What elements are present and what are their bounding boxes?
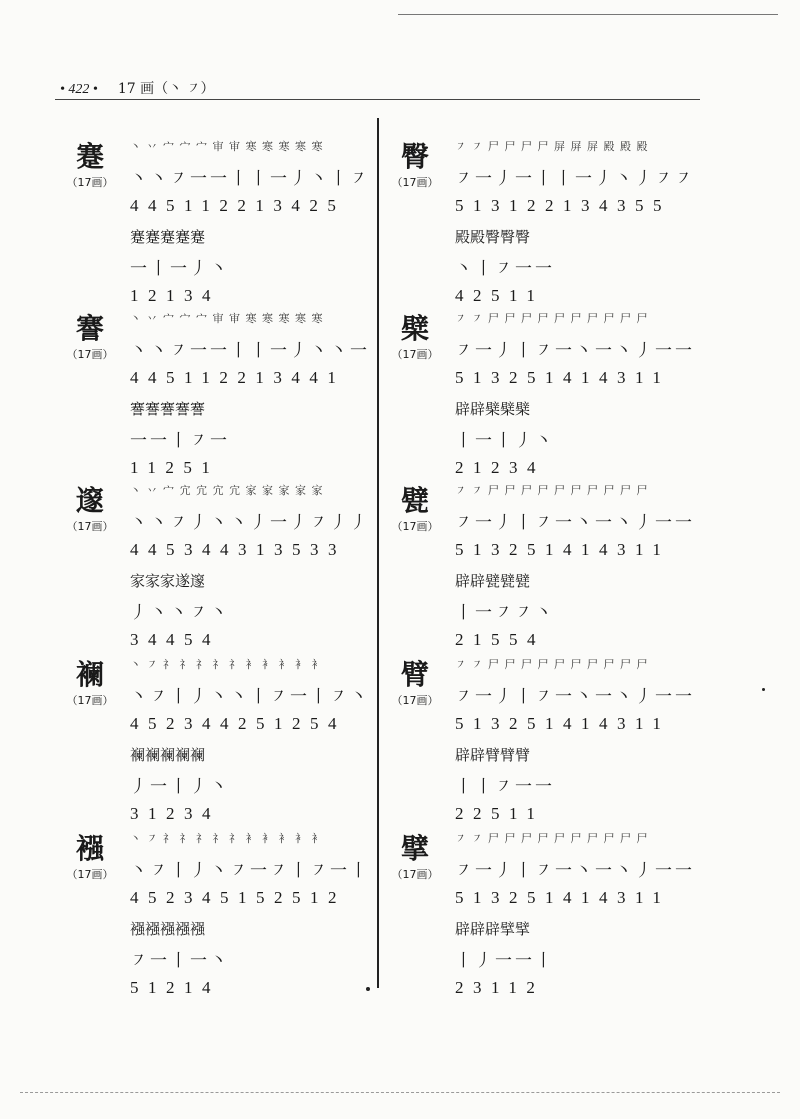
stroke-count-label: （17画） [391,694,439,707]
stroke-codes-continued: 51214 [130,978,220,997]
character-heading [60,140,120,190]
page-header [60,78,700,98]
top-rule [398,14,778,15]
character-heading [385,658,445,708]
stroke-shapes: 丶丶㇇一一丨丨一丿丶丶一 [130,341,370,361]
stroke-shapes: 丶㇇丨丿丶㇇一㇇丨㇇一丨 [130,861,370,881]
stroke-codes: 452344251254 [130,714,346,733]
stroke-sequence-steps: ㇇ ㇇ 尸 尸 尸 尸 尸 尸 尸 尸 尸 尸 [455,658,649,671]
margin-dot [762,688,765,691]
stroke-count-label: （17画） [391,868,439,881]
stroke-sequence-steps: 丶 丷 宀 宂 宂 宂 宂 家 家 家 家 家 [130,484,324,497]
stroke-codes-continued: 23112 [455,978,545,997]
stroke-shapes: ㇇一丿一丨丨一丿丶丿㇇㇇ [455,169,695,189]
stroke-shapes: ㇇一丿丨㇇一丶一丶丿一一 [455,861,695,881]
stroke-shapes-continued: 一一丨㇇一 [130,431,230,451]
stroke-shapes-continued: ㇇一丨一丶 [130,951,230,971]
stroke-codes-continued: 11251 [130,458,220,477]
stroke-sequence-steps-continued: 襁襁襁襁襁 [130,920,206,938]
stroke-sequence-steps: ㇇ ㇇ 尸 尸 尸 尸 尸 尸 尸 尸 尸 尸 [455,484,649,497]
stroke-codes-continued: 21234 [455,458,545,477]
stroke-sequence-steps-continued: 襕襕襕襕襕 [130,746,206,764]
stroke-count-label: （17画） [66,868,114,881]
character-heading [60,832,120,882]
character-heading [60,484,120,534]
character: 蹇 [75,140,104,173]
character: 臂 [400,658,429,691]
character: 甓 [400,484,429,517]
stroke-count-label: （17画） [66,176,114,189]
stroke-shapes: 丶丶㇇丿丶丶丿一丿㇇丿丿 [130,513,370,533]
stroke-count-label: （17画） [66,520,114,533]
stroke-shapes-continued: 丨一丨丿丶 [455,431,555,451]
stroke-count-label: （17画） [391,520,439,533]
stroke-shapes: ㇇一丿丨㇇一丶一丶丿一一 [455,513,695,533]
stroke-codes-continued: 22511 [455,804,545,823]
character: 檗 [400,312,429,345]
character: 襁 [75,832,104,865]
character: 臀 [400,140,429,173]
stroke-sequence-steps: ㇇ ㇇ 尸 尸 尸 尸 屏 屏 屏 殿 殿 殿 [455,140,649,153]
page-number: • 422 • [60,82,98,97]
stroke-sequence-steps-continued: 家家家遂邃 [130,572,206,590]
stroke-codes: 445112213425 [130,196,346,215]
bottom-rule [20,1092,780,1093]
character-heading [385,484,445,534]
character-heading [60,658,120,708]
stroke-codes: 513251414311 [455,368,671,387]
character-heading [385,140,445,190]
stroke-shapes: 丶㇇丨丿丶丶丨㇇一丨㇇丶 [130,687,370,707]
stroke-shapes-continued: 丨丨㇇一一 [455,777,555,797]
stroke-codes: 513251414311 [455,714,671,733]
header-rule [55,99,700,100]
stroke-sequence-steps: 丶 ㇇ 礻 礻 礻 礻 礻 衤 衤 衤 衤 衤 [130,658,324,671]
stroke-count-label: （17画） [66,348,114,361]
stroke-sequence-steps: ㇇ ㇇ 尸 尸 尸 尸 尸 尸 尸 尸 尸 尸 [455,312,649,325]
character: 擘 [400,832,429,865]
stroke-codes-continued: 42511 [455,286,545,305]
character-heading [60,312,120,362]
stroke-sequence-steps-continued: 辟辟臂臂臂 [455,746,531,764]
stroke-sequence-steps-continued: 辟辟甓甓甓 [455,572,531,590]
stroke-codes: 513122134355 [455,196,671,215]
stroke-codes: 513251414311 [455,888,671,907]
stroke-codes-continued: 12134 [130,286,220,305]
stroke-shapes-continued: 丨一㇇㇇丶 [455,603,555,623]
stroke-count-label: （17画） [391,348,439,361]
stroke-shapes-continued: 丨丿一一丨 [455,951,555,971]
stroke-count-label: （17画） [391,176,439,189]
stroke-shapes-continued: 丿一丨丿丶 [130,777,230,797]
stroke-codes-continued: 31234 [130,804,220,823]
stroke-codes-continued: 34454 [130,630,220,649]
stroke-sequence-steps-continued: 辟辟檗檗檗 [455,400,531,418]
stroke-sequence-steps: ㇇ ㇇ 尸 尸 尸 尸 尸 尸 尸 尸 尸 尸 [455,832,649,845]
stroke-codes: 445344313533 [130,540,346,559]
column-divider [377,118,379,988]
stroke-codes: 513251414311 [455,540,671,559]
stroke-shapes: ㇇一丿丨㇇一丶一丶丿一一 [455,341,695,361]
stroke-sequence-steps: 丶 丷 宀 宀 宀 审 审 寒 寒 寒 寒 寒 [130,140,324,153]
character: 襕 [75,658,104,691]
stroke-sequence-steps-continued: 殿殿臀臀臀 [455,228,531,246]
stroke-sequence-steps-continued: 蹇蹇蹇蹇蹇 [130,228,206,246]
stroke-codes-continued: 21554 [455,630,545,649]
divider-dot [366,987,370,991]
stroke-shapes-continued: 丶丨㇇一一 [455,259,555,279]
stroke-sequence-steps: 丶 丷 宀 宀 宀 审 审 寒 寒 寒 寒 寒 [130,312,324,325]
stroke-sequence-steps-continued: 謇謇謇謇謇 [130,400,206,418]
stroke-shapes-continued: 一丨一丿丶 [130,259,230,279]
character: 謇 [75,312,104,345]
stroke-codes: 445112213441 [130,368,346,387]
stroke-shapes: ㇇一丿丨㇇一丶一丶丿一一 [455,687,695,707]
stroke-shapes-continued: 丿丶丶㇇丶 [130,603,230,623]
stroke-sequence-steps: 丶 ㇇ 礻 礻 礻 礻 礻 衤 衤 衤 衤 衤 [130,832,324,845]
section-title: 17 画（丶 ㇇） [117,81,215,97]
character-heading [385,832,445,882]
stroke-codes: 452345152512 [130,888,346,907]
character: 邃 [75,484,104,517]
character-heading [385,312,445,362]
stroke-count-label: （17画） [66,694,114,707]
stroke-shapes: 丶丶㇇一一丨丨一丿丶丨㇇ [130,169,370,189]
stroke-sequence-steps-continued: 辟辟辟擘擘 [455,920,531,938]
